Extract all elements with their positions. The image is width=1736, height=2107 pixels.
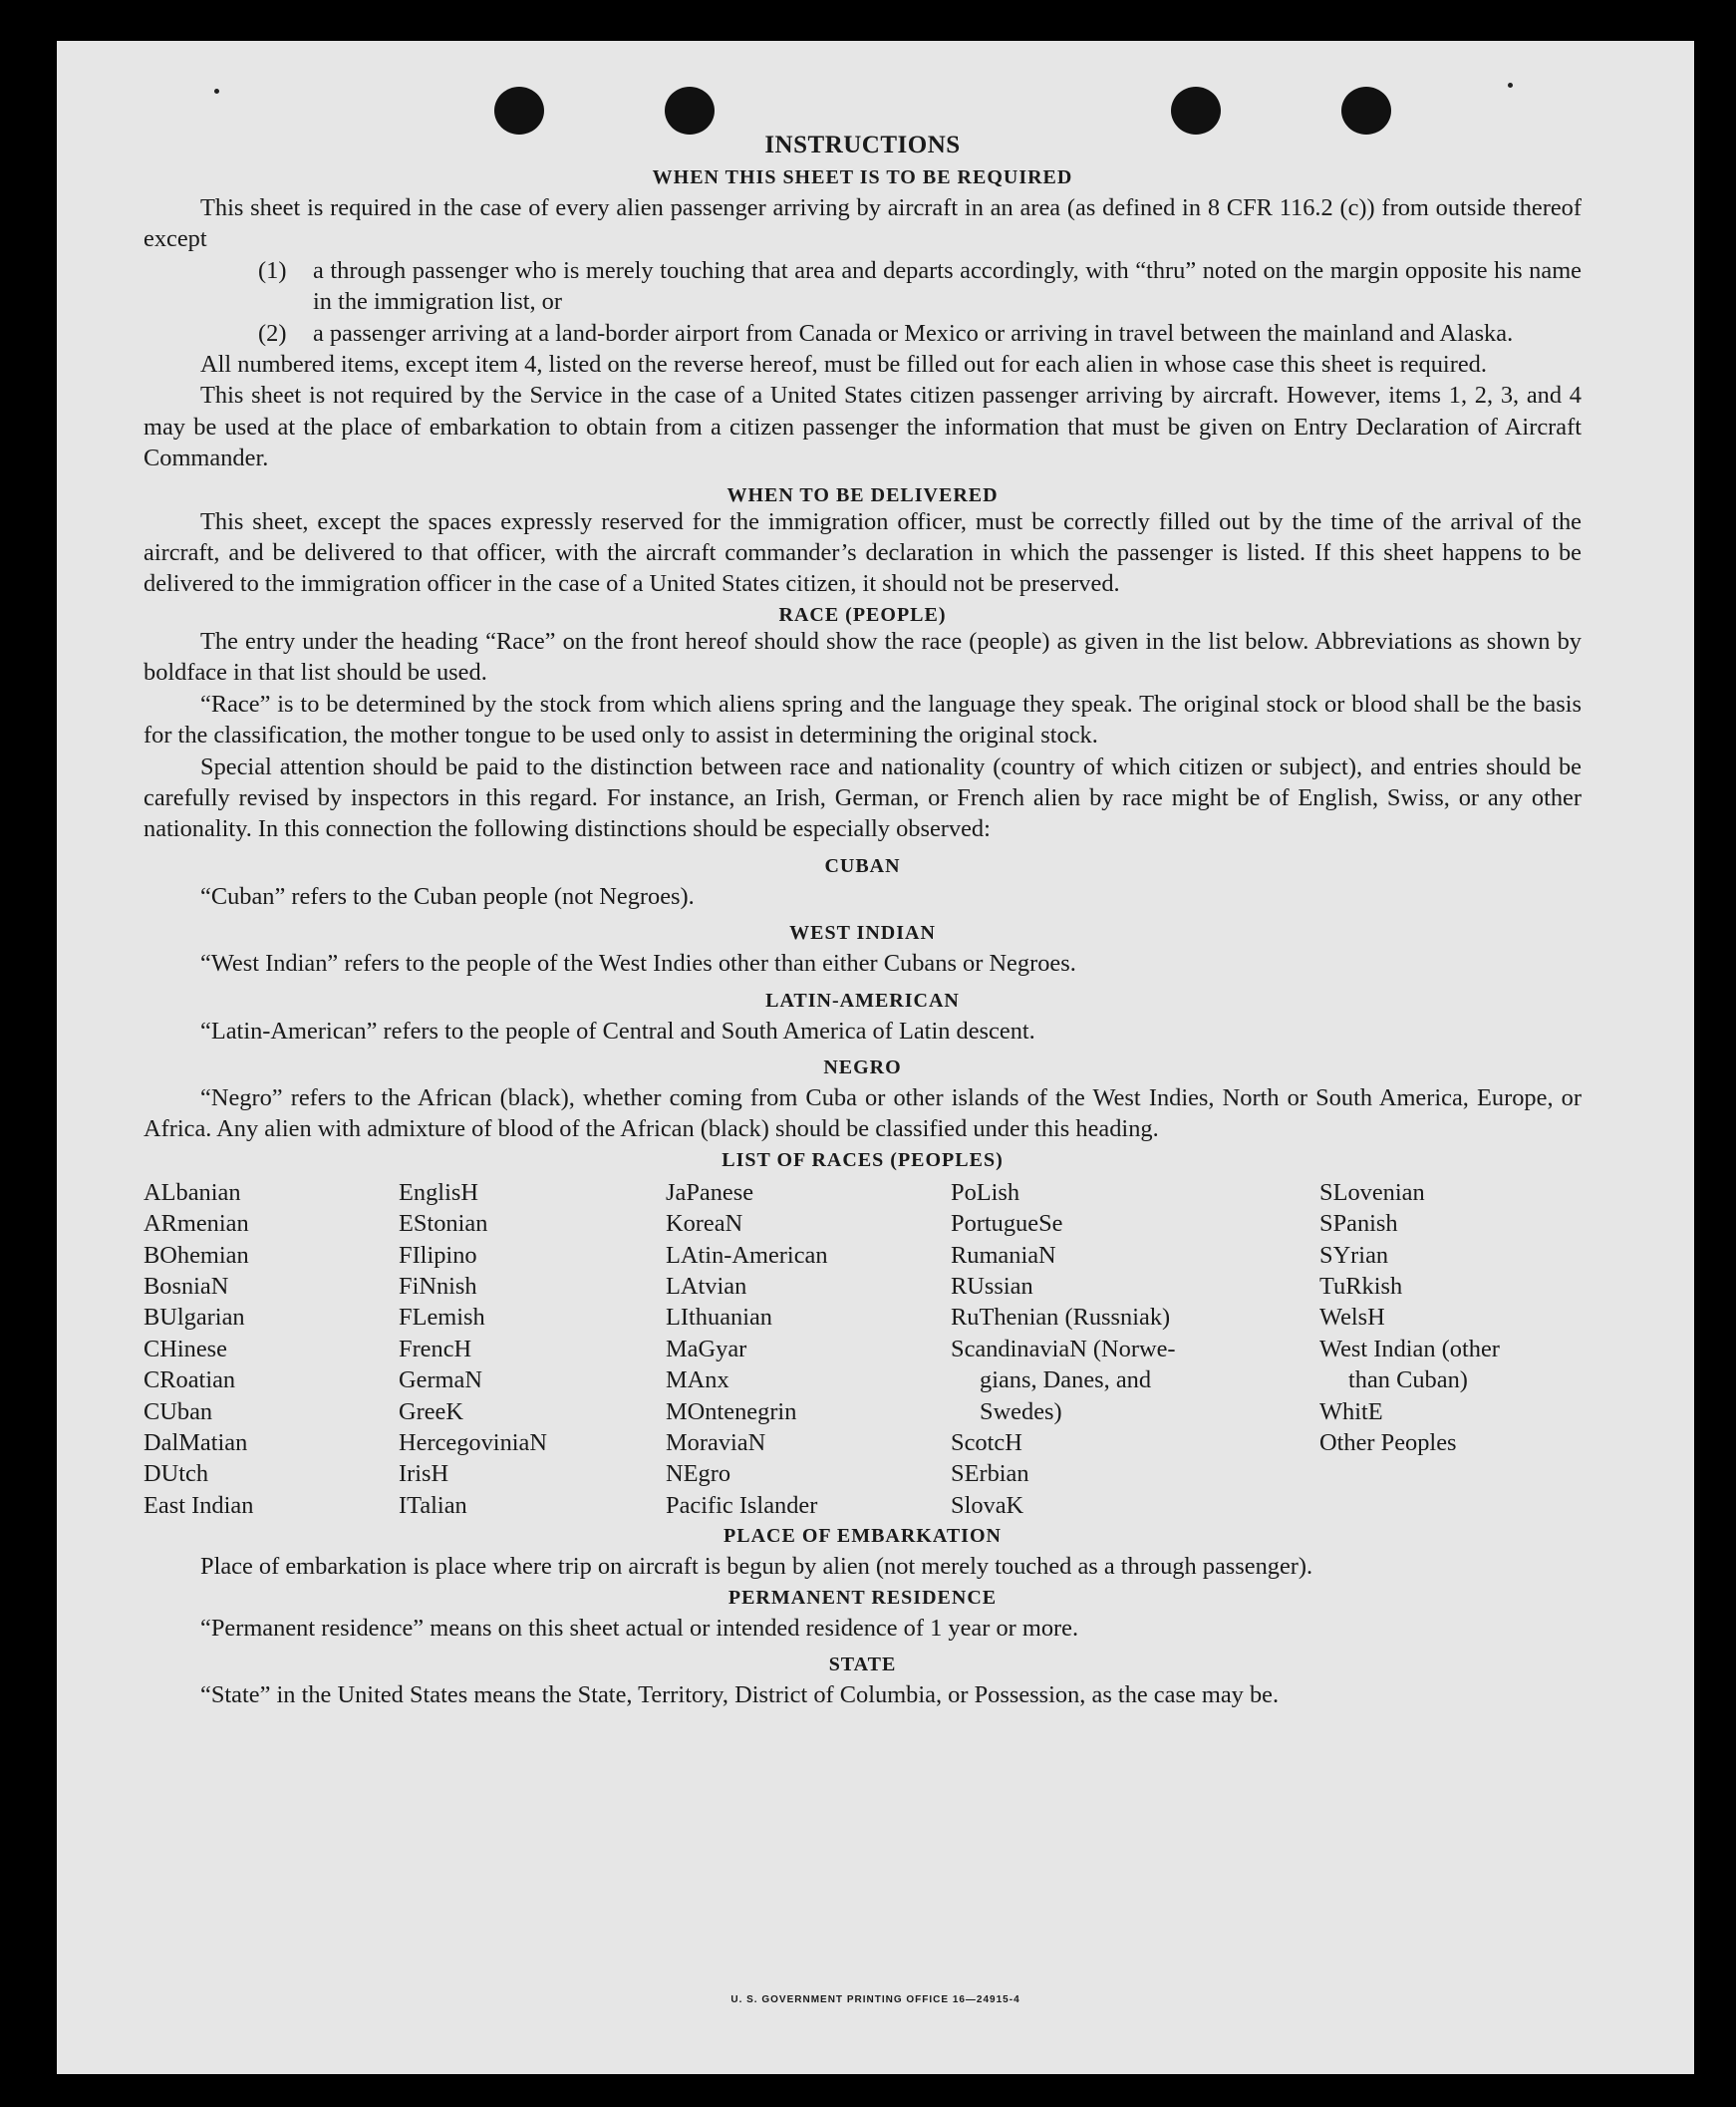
race-item: IrisH <box>399 1460 449 1488</box>
race-item: LAtin-American <box>666 1241 828 1269</box>
paragraph: “Race” is to be determined by the stock from which aliens spring and the language they speak. The original stock or blood shall be the basis for the classification, the mother tongue to be used only to assist in determining the original stock. <box>144 690 1582 750</box>
heading-negro: NEGRO <box>823 1055 902 1078</box>
heading-latin-american: LATIN-AMERICAN <box>765 989 960 1012</box>
item-text: a through passenger who is merely touching that area and departs accordingly, with “thru” noted on the margin opposite his name in the immigration list, or <box>313 256 1582 316</box>
punch-hole-icon <box>1171 87 1221 135</box>
heading-state: STATE <box>828 1654 897 1676</box>
race-item: EStonian <box>399 1210 488 1238</box>
race-item: BosniaN <box>144 1272 229 1300</box>
heading-cuban: CUBAN <box>824 854 901 877</box>
race-item: GermaN <box>399 1366 482 1394</box>
heading-permanent-residence: PERMANENT RESIDENCE <box>727 1586 998 1609</box>
race-item: SlovaK <box>951 1491 1024 1519</box>
race-item: DUtch <box>144 1460 209 1488</box>
race-item: RUssian <box>951 1272 1033 1300</box>
punch-hole-icon <box>665 87 715 135</box>
race-item: FrencH <box>399 1335 472 1362</box>
race-item: TuRkish <box>1319 1272 1403 1300</box>
race-item: CHinese <box>144 1335 227 1362</box>
paragraph: This sheet is not required by the Service in the case of a United States citizen passenger arriving by aircraft. However, items 1, 2, 3, and 4 may be used at the place of embarkation to obtain from a citizen passenger the information that must be given on Entry Declaration of Aircraft Commander. <box>144 382 1582 472</box>
paragraph: “Negro” refers to the African (black), whether coming from Cuba or other islands of the West Indies, North or South America, Europe, or Africa. Any alien with admixture of blood of the African (black) should be classified under this heading. <box>144 1083 1582 1143</box>
punch-hole-icon <box>494 87 544 135</box>
race-item: SErbian <box>951 1460 1029 1488</box>
race-item: JaPanese <box>666 1178 754 1206</box>
race-item: EnglisH <box>399 1178 478 1206</box>
paragraph: “Cuban” refers to the Cuban people (not Negroes). <box>200 882 695 910</box>
heading-when-delivered: WHEN TO BE DELIVERED <box>726 483 999 506</box>
printer-footer: U. S. GOVERNMENT PRINTING OFFICE 16—24915-4 <box>730 1994 1020 2005</box>
races-column <box>399 1177 666 1521</box>
race-item: SLovenian <box>1319 1178 1425 1206</box>
race-item: West Indian (other <box>1319 1335 1500 1362</box>
speck-icon <box>214 89 219 94</box>
heading-embarkation: PLACE OF EMBARKATION <box>723 1525 1002 1548</box>
race-item: DalMatian <box>144 1429 248 1456</box>
race-item: GreeK <box>399 1397 464 1425</box>
race-item: ARmenian <box>144 1210 249 1238</box>
race-item: SYrian <box>1319 1241 1389 1269</box>
paragraph: “Permanent residence” means on this sheet actual or intended residence of 1 year or more. <box>200 1614 1079 1642</box>
page-title: INSTRUCTIONS <box>764 132 961 158</box>
paragraph: “West Indian” refers to the people of the West Indies other than either Cubans or Negroes. <box>200 950 1076 978</box>
document-sheet <box>57 41 1694 2074</box>
race-item: RuThenian (Russniak) <box>951 1304 1171 1332</box>
race-item: ScotcH <box>951 1429 1022 1456</box>
race-item: FLemish <box>399 1304 485 1332</box>
race-item: than Cuban) <box>1348 1366 1468 1394</box>
race-item: ITalian <box>399 1491 467 1519</box>
races-column <box>666 1177 951 1521</box>
race-item: LAtvian <box>666 1272 747 1300</box>
paragraph: All numbered items, except item 4, listed on the reverse hereof, must be filled out for each alien in whose case this sheet is required. <box>200 351 1487 379</box>
race-item: Other Peoples <box>1319 1429 1457 1456</box>
heading-when-required: WHEN THIS SHEET IS TO BE REQUIRED <box>652 166 1073 188</box>
paragraph: Place of embarkation is place where trip on aircraft is begun by alien (not merely touched as a through passenger). <box>200 1553 1313 1581</box>
instructions-content <box>144 129 1582 1710</box>
item-text: a passenger arriving at a land-border airport from Canada or Mexico or arriving in travel between the mainland and Alaska. <box>313 319 1514 347</box>
race-item: NEgro <box>666 1460 731 1488</box>
race-item: LIthuanian <box>666 1304 773 1332</box>
races-column <box>951 1177 1319 1521</box>
item-number: (1) <box>258 256 287 284</box>
paragraph: The entry under the heading “Race” on the front hereof should show the race (people) as given in the list below. Abbreviations as shown by boldface in that list should be used. <box>144 627 1582 687</box>
race-item: WelsH <box>1319 1304 1385 1332</box>
race-item: SPanish <box>1319 1210 1398 1238</box>
race-item: BOhemian <box>144 1241 249 1269</box>
race-item: MAnx <box>666 1366 729 1394</box>
race-item: CUban <box>144 1397 213 1425</box>
races-column <box>144 1177 399 1521</box>
race-item: FIlipino <box>399 1241 477 1269</box>
race-item: HercegoviniaN <box>399 1429 547 1456</box>
paragraph: Special attention should be paid to the distinction between race and nationality (country of which citizen or subject), and entries should be carefully revised by inspectors in this regard. For instance, an Irish, German, or French alien by race might be of English, Swiss, or any other nationality. In this connection the following distinctions should be especially observed: <box>144 752 1582 843</box>
paragraph: This sheet, except the spaces expressly reserved for the immigration officer, must be correctly filled out by the time of the arrival of the aircraft, and be delivered to that officer, with the aircraft commander’s declaration in which the passenger is listed. If this sheet happens to be delivered to the immigration officer in the case of a United States citizen, it should not be preserved. <box>144 507 1582 598</box>
speck-icon <box>1508 83 1513 88</box>
races-column <box>1319 1177 1582 1521</box>
paragraph: “State” in the United States means the State, Territory, District of Columbia, or Possession, as the case may be. <box>200 1681 1280 1709</box>
race-item: RumaniaN <box>951 1241 1056 1269</box>
race-item: BUlgarian <box>144 1304 245 1332</box>
race-item: East Indian <box>144 1491 254 1519</box>
race-item: Pacific Islander <box>666 1491 818 1519</box>
list-item <box>144 318 1582 349</box>
paragraph: This sheet is required in the case of every alien passenger arriving by aircraft in an area (as defined in 8 CFR 116.2 (c)) from outside thereof except <box>144 194 1582 253</box>
race-item: MaGyar <box>666 1335 747 1362</box>
race-item: CRoatian <box>144 1366 236 1394</box>
heading-west-indian: WEST INDIAN <box>789 922 936 945</box>
race-item: KoreaN <box>666 1210 743 1238</box>
race-item: PoLish <box>951 1178 1020 1206</box>
race-item: PortugueSe <box>951 1210 1063 1238</box>
race-item: MoraviaN <box>666 1429 766 1456</box>
race-item: ALbanian <box>144 1178 241 1206</box>
race-item: Swedes) <box>980 1397 1062 1425</box>
punch-hole-icon <box>1341 87 1391 135</box>
item-number: (2) <box>258 319 287 347</box>
race-item: ScandinaviaN (Norwe- <box>951 1335 1176 1362</box>
heading-list-of-races: LIST OF RACES (PEOPLES) <box>722 1148 1004 1171</box>
race-item: gians, Danes, and <box>980 1366 1152 1394</box>
race-item: WhitE <box>1319 1397 1383 1425</box>
race-item: FiNnish <box>399 1272 477 1300</box>
paragraph: “Latin-American” refers to the people of Central and South America of Latin descent. <box>200 1017 1035 1045</box>
race-item: MOntenegrin <box>666 1397 797 1425</box>
heading-race: RACE (PEOPLE) <box>778 603 947 626</box>
races-list <box>144 1177 1582 1521</box>
list-item <box>144 255 1582 318</box>
